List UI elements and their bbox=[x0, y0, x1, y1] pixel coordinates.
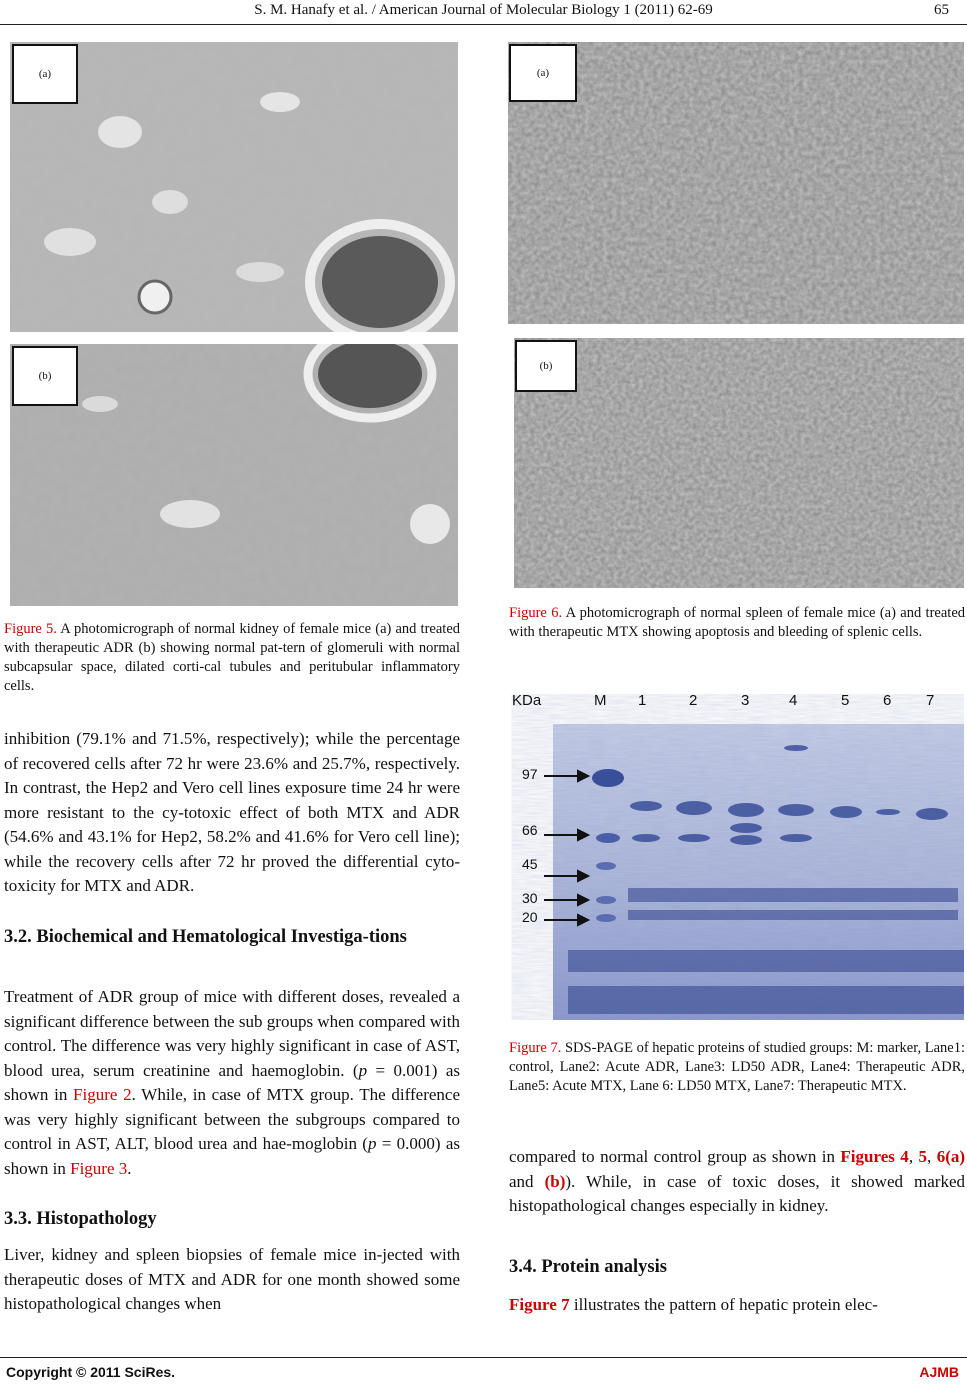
para4-text-c: , bbox=[927, 1147, 937, 1166]
lane-label-3: 3 bbox=[741, 692, 750, 709]
figure7-caption-ref: Figure 7. bbox=[509, 1040, 562, 1056]
figure6-caption-ref: Figure 6. bbox=[509, 605, 563, 621]
kda-label: KDa bbox=[512, 692, 542, 709]
lane-label-4: 4 bbox=[789, 692, 798, 709]
para2-text-d: = 0.000) as shown in bbox=[4, 1134, 460, 1178]
para5-text: illustrates the pattern of hepatic protein elec- bbox=[569, 1295, 878, 1314]
lane-label-1: 1 bbox=[638, 692, 647, 709]
paragraph-histopathology: Liver, kidney and spleen biopsies of female mice in-jected with therapeutic doses of MTX and ADR for one month showed some histopathological changes when bbox=[4, 1245, 460, 1313]
paragraph-results-1: inhibition (79.1% and 71.5%, respectively); while the percentage of recovered cells after 72 hr were 23.6% and 25.7%, respectively. In contrast, the Hep2 and Vero cell lines exposure time 24 hr were more resistant to the cy-totoxic effect of both MTX and ADR (54.6% and 43.1% for Hep2, 58.2% and 41.6% for Vero cell line); while the recovery cells after 72 hr proved the differential cyto-toxicity for MTX and ADR. bbox=[4, 729, 460, 895]
para2-p-italic-2: p bbox=[367, 1134, 377, 1153]
figure6b-link[interactable]: (b) bbox=[544, 1171, 566, 1191]
running-head: S. M. Hanafy et al. / American Journal of Molecular Biology 1 (2011) 62-69 bbox=[254, 2, 713, 18]
figure5-caption-text: A photomicrograph of normal kidney of female mice (a) and treated with therapeutic ADR (b) showing normal pat-tern of glomeruli with normal subcapsular space, dilated corti-cal tubules and peritubular inflammatory cells. bbox=[4, 621, 461, 694]
figure5-link[interactable]: 5 bbox=[918, 1147, 927, 1166]
figure2-link[interactable]: Figure 2 bbox=[73, 1085, 132, 1104]
lane-label-2: 2 bbox=[689, 692, 698, 709]
heading-3-3: 3.3. Histopathology bbox=[4, 1209, 157, 1229]
header-rule bbox=[0, 24, 967, 25]
paragraph-protein bbox=[509, 1293, 965, 1318]
mw-marker-66: 66 bbox=[522, 822, 538, 838]
copyright: Copyright © 2011 SciRes. bbox=[6, 1364, 176, 1380]
heading-3-2: 3.2. Biochemical and Hematological Investiga-tions bbox=[4, 927, 407, 947]
figure6-panel-b-image bbox=[514, 338, 964, 588]
figure6-caption bbox=[509, 604, 965, 642]
para2-text-a: Treatment of ADR group of mice with different doses, revealed a significant difference between the sub groups when compared with control. The difference was very highly significant in case of AST, blood urea, serum creatinine and haemoglobin. ( bbox=[4, 987, 460, 1080]
para4-text-b: , bbox=[908, 1147, 919, 1166]
heading-3-4: 3.4. Protein analysis bbox=[509, 1257, 667, 1277]
lane-label-7: 7 bbox=[926, 692, 935, 709]
figure6-caption-text: A photomicrograph of normal spleen of female mice (a) and treated with therapeutic MTX showing apoptosis and bleeding of splenic cells. bbox=[509, 605, 966, 640]
figure5-panel-b-label: (b) bbox=[12, 346, 78, 406]
para2-p-italic-1: p bbox=[358, 1060, 368, 1080]
mw-marker-45: 45 bbox=[522, 856, 538, 872]
mw-marker-97: 97 bbox=[522, 766, 538, 782]
figure6a-link[interactable]: 6(a) bbox=[936, 1147, 966, 1166]
figure7-caption-text: SDS-PAGE of hepatic proteins of studied groups: M: marker, Lane1: control, Lane2: Acute ADR, Lane3: LD50 ADR, Lane4: Therapeutic ADR, Lane5: Acute MTX, Lane 6: LD50 MTX, Lane7: Therapeutic MTX. bbox=[509, 1040, 965, 1094]
para4-text-d: and bbox=[509, 1171, 545, 1191]
figure6-panel-b-label: (b) bbox=[515, 340, 577, 392]
para4-text-a: compared to normal control group as shown in bbox=[509, 1147, 841, 1166]
para2-text-c: . While, in case of MTX group. The difference was very highly significant between the subgroups compared to control in AST, ALT, blood urea and hae-moglobin ( bbox=[4, 1085, 460, 1153]
para2-text-b: = 0.001) as shown in bbox=[4, 1060, 460, 1104]
mw-marker-30: 30 bbox=[522, 890, 538, 906]
figure5-caption-ref: Figure 5. bbox=[4, 621, 57, 637]
figure3-link[interactable]: Figure 3 bbox=[70, 1158, 128, 1178]
para4-text-e: ). While, in case of toxic doses, it showed marked histopathological changes especially in kidney. bbox=[509, 1171, 966, 1215]
gel-image bbox=[508, 688, 964, 1020]
paragraph-histopathology-cont bbox=[509, 1145, 965, 1219]
running-header bbox=[0, 0, 967, 22]
figure5-caption bbox=[4, 620, 460, 696]
page-number: 65 bbox=[934, 2, 949, 18]
footer-rule bbox=[0, 1357, 967, 1358]
figure7-gel bbox=[508, 688, 964, 1020]
para2-text-e: . bbox=[127, 1158, 132, 1178]
journal-abbrev[interactable]: AJMB bbox=[919, 1364, 959, 1380]
lane-label-6: 6 bbox=[883, 692, 892, 709]
figure5-panel-a-label: (a) bbox=[12, 44, 78, 104]
lane-label-m: M bbox=[594, 692, 607, 709]
figure7-caption bbox=[509, 1039, 965, 1096]
mw-marker-20: 20 bbox=[522, 909, 538, 925]
figure6-panel-a-label: (a) bbox=[509, 44, 577, 102]
figure4-link[interactable]: Figures 4 bbox=[840, 1147, 909, 1166]
paragraph-biochemical bbox=[4, 985, 460, 1181]
figure7-link[interactable]: Figure 7 bbox=[509, 1295, 570, 1314]
lane-label-5: 5 bbox=[841, 692, 850, 709]
